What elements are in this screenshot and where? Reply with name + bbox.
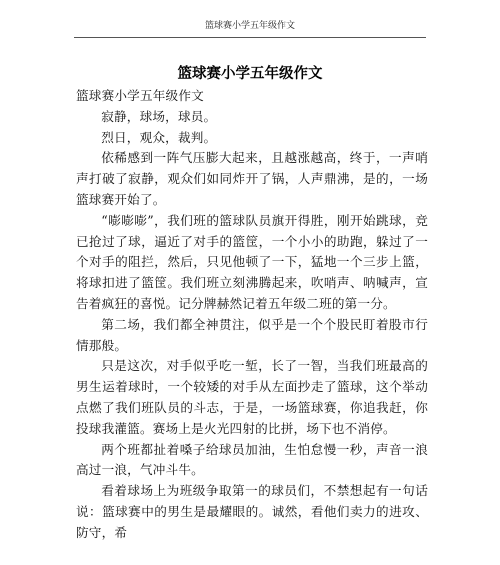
subtitle-line: 篮球赛小学五年级作文 (76, 88, 204, 103)
document-body (76, 86, 428, 544)
paragraph: 看着球场上为班级争取第一的球员们，不禁想起有一句话说：篮球赛中的男生是最耀眼的。诚然，看他们卖力的进攻、防守，希 (76, 483, 428, 540)
paragraph: 依稀感到一阵气压膨大起来，且越涨越高，终于，一声哨声打破了寂静，观众们如同炸开了锅，人声鼎沸，是的，一场篮球赛开始了。 (76, 150, 428, 207)
paragraph: 寂静，球场，球员。 (101, 108, 217, 124)
page-header: 篮球赛小学五年级作文 (204, 21, 295, 31)
paragraph: 两个班都扯着嗓子给球员加油，生怕怠慢一秒，声音一浪高过一浪，气冲斗牛。 (76, 441, 428, 478)
paragraph: 第二场，我们都全神贯注，似乎是一个个股民盯着股市行情那般。 (76, 316, 428, 353)
paragraph: 只是这次，对手似乎吃一堑，长了一智，当我们班最高的男生运着球时，一个较矮的对手从左面抄走了篮球，这个举动点燃了我们班队员的斗志，于是，一场篮球赛，你追我赶，你投球我灌篮。赛场上是火光四射的比拼，场下也不消停。 (76, 358, 428, 436)
document-title: 篮球赛小学五年级作文 (177, 65, 323, 82)
paragraph: “嘭嘭嘭”，我们班的篮球队员旗开得胜，刚开始跳球，竞已抢过了球，逼近了对手的篮筐，一个小小的助跑，躲过了一个对手的阻拦，然后，只见他顿了一下，猛地一个三步上篮，将球扣进了篮筐。我们班立刻沸腾起来，吹哨声、呐喊声，宣告着疯狂的喜悦。记分牌赫然记着五年级二班的第一分。 (76, 212, 428, 311)
paragraph: 烈日，观众，裁判。 (101, 129, 217, 145)
header-divider (74, 37, 426, 38)
